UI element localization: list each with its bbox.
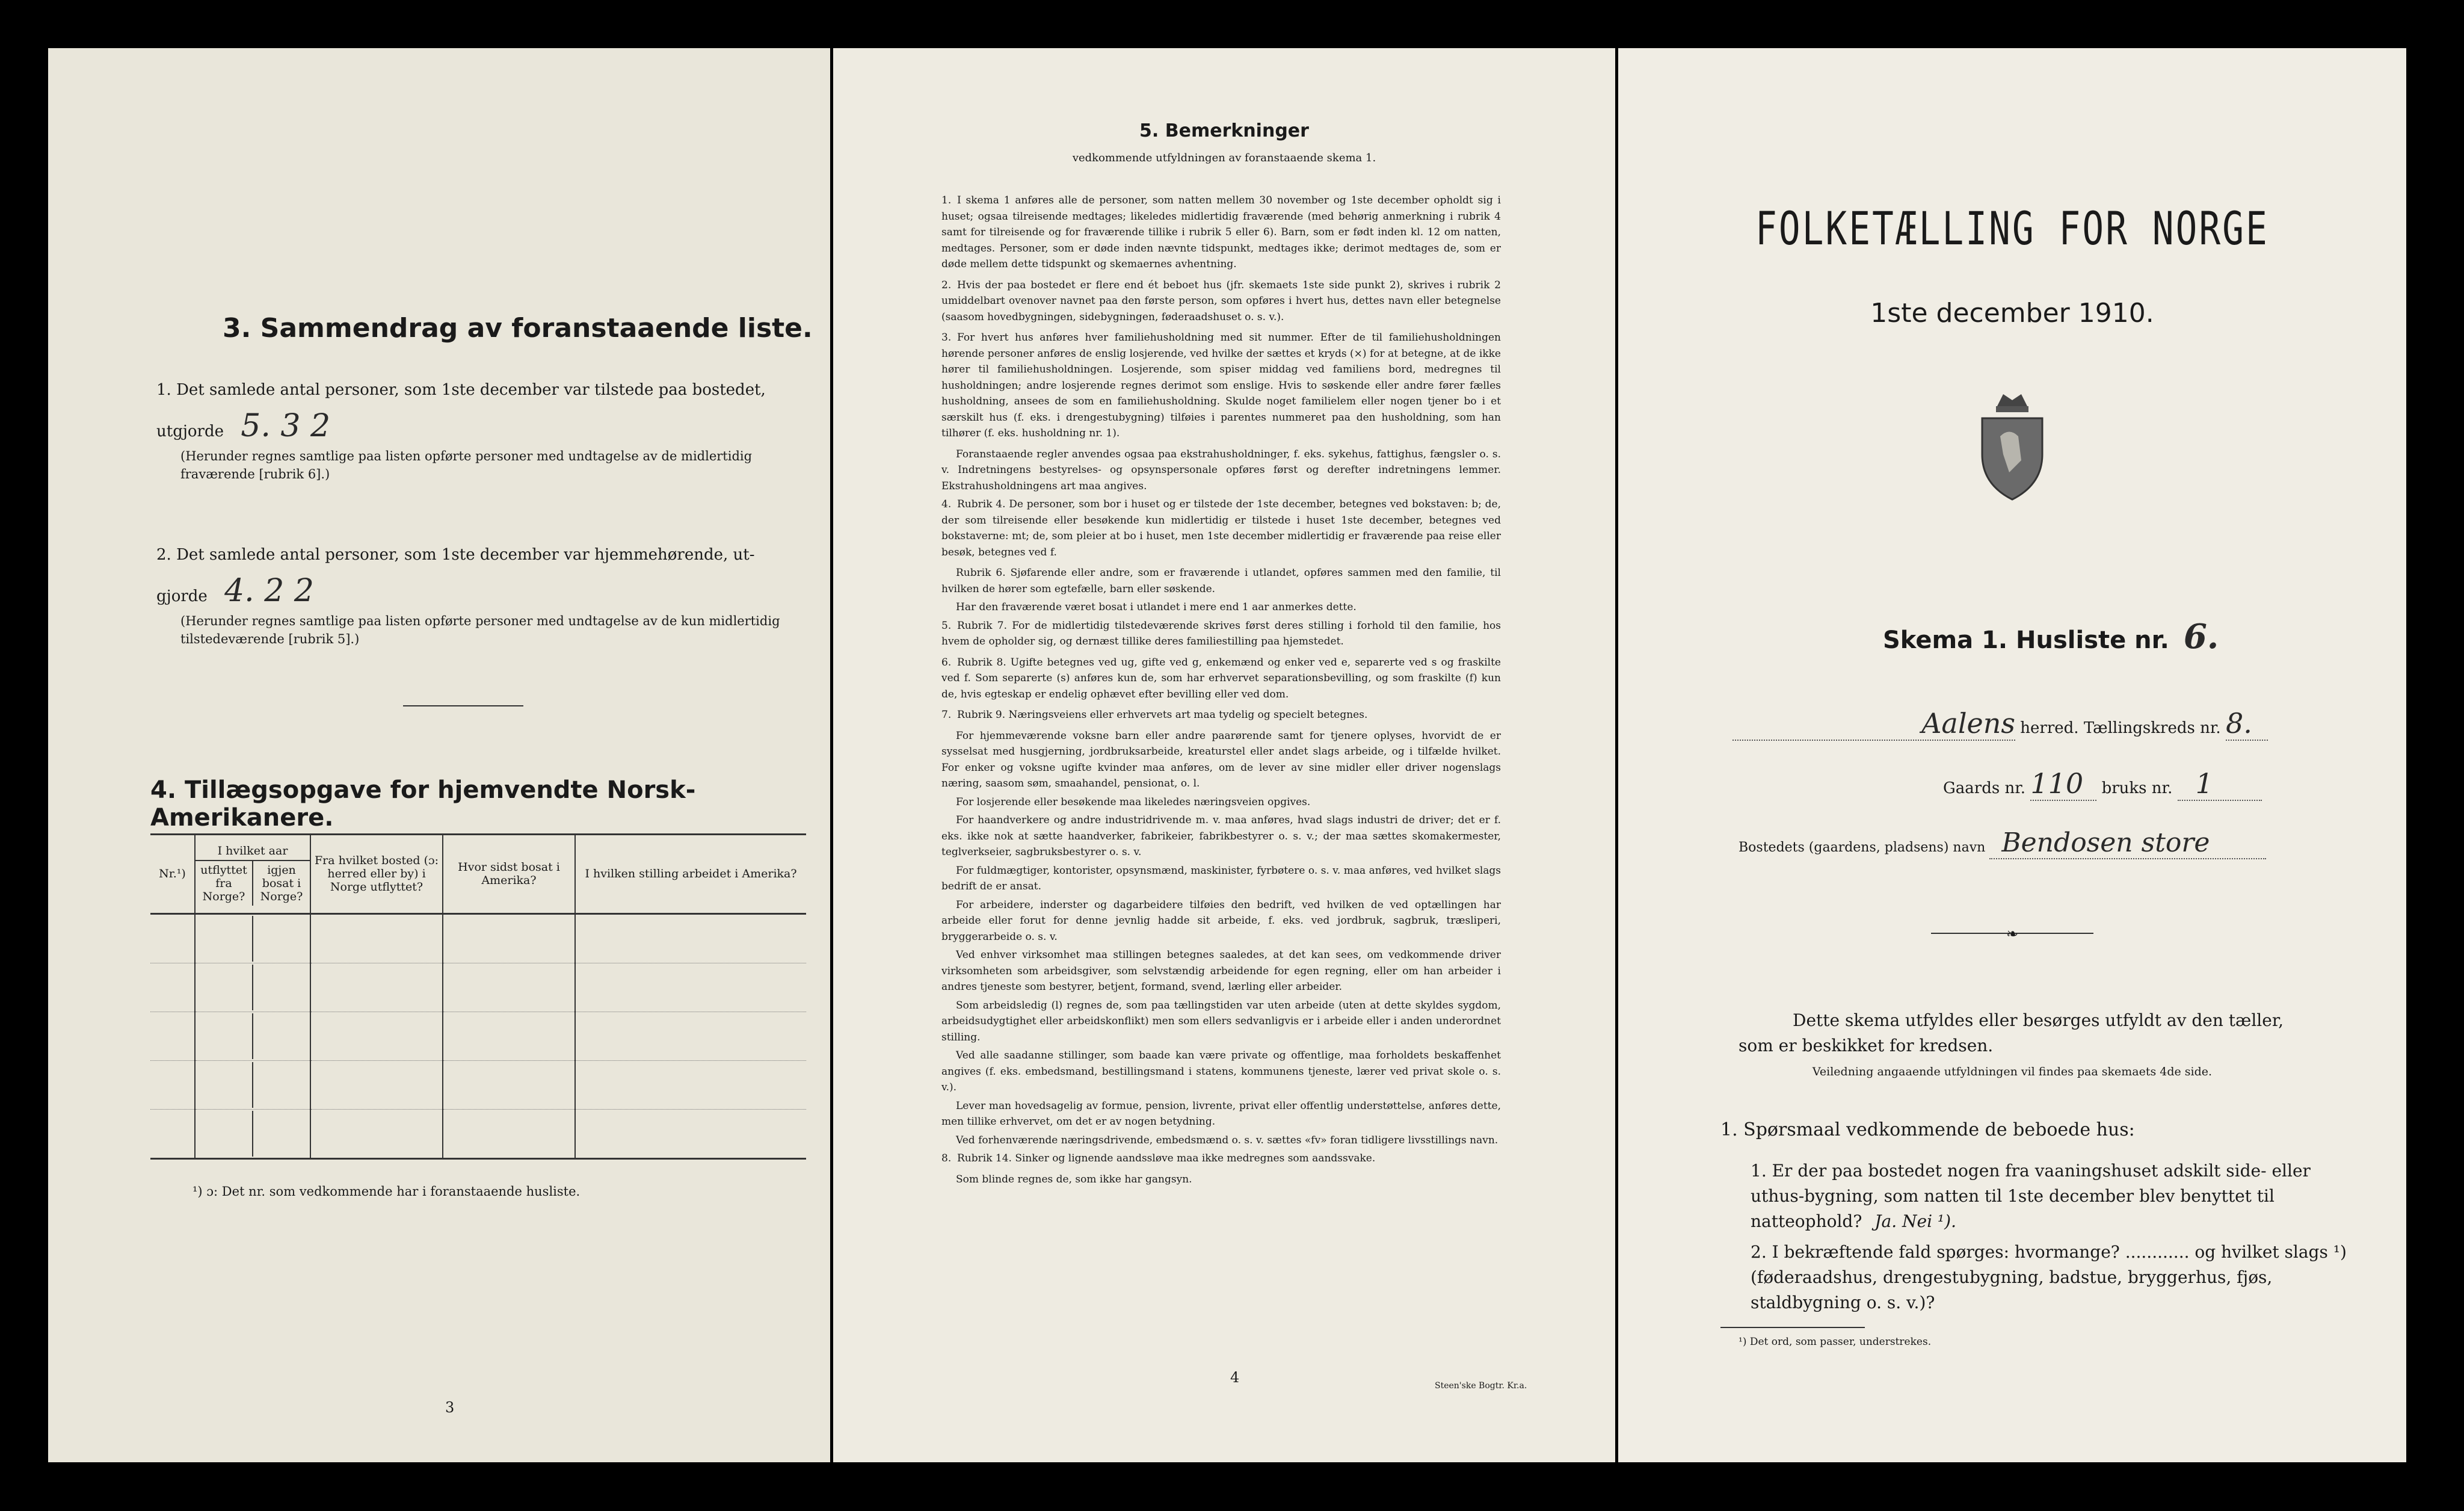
remark-number: 3. xyxy=(941,332,952,344)
table-row xyxy=(150,913,806,963)
remark-paragraph xyxy=(941,707,1501,723)
remark-paragraph xyxy=(941,1098,1501,1130)
remark-text: For haandverkere og andre industridrivende m. v. maa anføres, hvad slags industri de driver; det er f. eks. ikke nok at sætte haandverker, fabrikeier, fabrikbestyrer o. s. v.; der maa sættes skomakermester, teglverkseier, sagbruksbestyrer o. s. v. xyxy=(941,814,1501,858)
remark-paragraph xyxy=(941,1132,1501,1149)
table-footnote: ¹) ɔ: Det nr. som vedkommende har i foranstaaende husliste. xyxy=(192,1184,581,1199)
remark-paragraph xyxy=(941,565,1501,597)
remark-paragraph xyxy=(941,496,1501,560)
kreds-label: Tællingskreds nr. xyxy=(2083,719,2221,737)
page-1 xyxy=(1618,48,2406,1462)
page-number: 4 xyxy=(1230,1369,1240,1386)
remark-paragraph xyxy=(941,655,1501,703)
remark-text: Ved enhver virksomhet maa stillingen betegnes saaledes, at det kan sees, om vedkommende driver virksomheten som arbeidsgiver, som selvstændig arbeidende for egen regning, eller om han arbeider i andres tjeneste som bestyrer, betjent, formand, svend, lærling eller arbeider. xyxy=(941,949,1501,993)
col-year-group xyxy=(195,835,310,913)
remark-text: For hjemmeværende voksne barn eller andre paarørende samt for tjenere oplyses, hvorvidt de er sysselsat med husgjerning, jordbruksarbeide, kreaturstel eller andet slags arbeide, og i tilfælde hvilket. For enker og voksne ugifte kvinder maa anføres, om de lever av sine midler eller driver nogenslags næring, saasom søm, smaahandel, pensionat, o. l. xyxy=(941,729,1501,789)
remark-paragraph xyxy=(941,728,1501,792)
col-occupation: I hvilken stilling arbeidet i Amerika? xyxy=(575,835,806,913)
question-2: 2. I bekræftende fald spørges: hvormange? ............ og hvilket slags ¹) (føderaadshus, drengestubygning, badstue, bryggerhus, fjøs, staldbygning o. s. v.)? xyxy=(1751,1242,2347,1312)
page-number: 3 xyxy=(445,1399,455,1416)
bruks-label: bruks nr. xyxy=(2101,779,2173,797)
col-nr: Nr.¹) xyxy=(159,867,186,881)
section-3-title: 3. Sammendrag av foranstaaende liste. xyxy=(223,313,813,344)
page-3 xyxy=(48,48,830,1462)
divider xyxy=(1720,1327,1865,1328)
item-1-handwritten-value: 5. 3 2 xyxy=(241,408,331,444)
remark-paragraph xyxy=(941,1048,1501,1096)
remark-paragraph xyxy=(941,1151,1501,1167)
item-2-text: 2. Det samlede antal personer, som 1ste december var hjemmehørende, ut- xyxy=(156,546,755,564)
coat-of-arms-icon xyxy=(1973,382,2051,502)
remark-paragraph xyxy=(941,812,1501,861)
remark-text: For fuldmægtiger, kontorister, opsynsmænd, maskinister, fyrbøtere o. s. v. maa anføres, ved hvilket slags bedrift de er ansat. xyxy=(941,864,1501,892)
item-1-text: 1. Det samlede antal personer, som 1ste december var tilstede paa bostedet, xyxy=(156,381,766,399)
remark-paragraph xyxy=(941,863,1501,895)
remark-paragraph xyxy=(941,794,1501,811)
table-row xyxy=(150,1109,806,1158)
remark-paragraph xyxy=(941,897,1501,945)
remark-text: Rubrik 14. Sinker og lignende aandssløve maa ikke medregnes som aandssvake. xyxy=(957,1152,1376,1164)
remark-paragraph xyxy=(941,947,1501,995)
question-1-text: 1. Er der paa bostedet nogen fra vaaningshuset adskilt side- eller uthus-bygning, som natten til 1ste december blev benyttet til natteophold? xyxy=(1751,1161,2311,1231)
remark-text: For arbeidere, inderster og dagarbeidere tilføies den bedrift, ved hvilken de ved optællingen har arbeide eller forut for denne jevnlig hadde sit arbeide, f. eks. ved jordbruk, sagbruk, træsliperi, bryggerarbeide o. s. v. xyxy=(941,898,1501,943)
kreds-value: 8. xyxy=(2225,707,2252,740)
printer-mark: Steen'ske Bogtr. Kr.a. xyxy=(1435,1381,1527,1391)
remark-text: Har den fraværende været bosat i utlandet i mere end 1 aar anmerkes dette. xyxy=(956,601,1357,613)
remark-number: 4. xyxy=(941,498,952,510)
remark-paragraph xyxy=(941,618,1501,650)
question-1 xyxy=(1751,1158,2352,1234)
item-2-lead: gjorde xyxy=(156,587,208,605)
remark-paragraph xyxy=(941,599,1501,616)
page-footnote: ¹) Det ord, som passer, understrekes. xyxy=(1739,1336,1932,1348)
bemerkninger-subtitle: vedkommende utfyldningen av foranstaaende skema 1. xyxy=(1072,152,1376,164)
remark-paragraph xyxy=(941,447,1501,495)
table-row xyxy=(150,963,806,1012)
remark-text: Foranstaaende regler anvendes ogsaa paa ekstrahusholdninger, f. eks. sykehus, fattighus, fængsler o. s. v. Indretningens bestyrelses- og opsynspersonale opføres først og derefter indretningens lemmer. Ekstrahusholdningens art maa angives. xyxy=(941,448,1501,492)
bemerkninger-title: 5. Bemerkninger xyxy=(1139,120,1309,141)
remark-number: 1. xyxy=(941,194,952,206)
remark-text: Rubrik 9. Næringsveiens eller erhvervets art maa tydelig og specielt betegnes. xyxy=(957,709,1368,721)
item-2-note: (Herunder regnes samtlige paa listen opførte personer med undtagelse av de kun midlertidig tilstedeværende [rubrik 5].) xyxy=(180,614,780,646)
remark-text: Som blinde regnes de, som ikke har gangsyn. xyxy=(956,1173,1192,1185)
remark-number: 7. xyxy=(941,709,952,721)
remark-number: 2. xyxy=(941,279,952,291)
remark-paragraph xyxy=(941,277,1501,326)
section-4-title: 4. Tillægsopgave for hjemvendte Norsk-Amerikanere. xyxy=(150,776,696,832)
bosted-label: Bostedets (gaardens, pladsens) navn xyxy=(1739,840,1986,855)
remark-paragraph xyxy=(941,998,1501,1046)
remark-text: Rubrik 7. For de midlertidig tilstedeværende skrives først deres stilling i forhold til den familie, hos hvem de opholder sig, og dernæst tillike deres familiestilling paa hjemstedet. xyxy=(941,619,1501,647)
intro-text: Dette skema utfyldes eller besørges utfyldt av den tæller, som er beskikket for kredsen. xyxy=(1739,1010,2284,1055)
remark-text: Rubrik 4. De personer, som bor i huset og er tilstede der 1ste december, betegnes ved bokstaven: b; de, der som tilreisende eller besøkende kun midlertidig er tilstede i huset 1ste december, betegnes ved bokstaverne: mt; de, som pleier at bo i huset, men 1ste december midlertidig er fraværende paa reise eller besøk, betegnes ved f. xyxy=(941,498,1501,558)
gaards-label: Gaards nr. xyxy=(1943,779,2026,797)
remark-text: Ved forhenværende næringsdrivende, embedsmænd o. s. v. sættes «fv» foran tidligere livsstillings navn. xyxy=(956,1134,1498,1146)
husliste-number: 6. xyxy=(2183,617,2219,657)
table-row xyxy=(150,1060,806,1109)
census-title: FOLKETÆLLING FOR NORGE xyxy=(1755,202,2269,255)
remark-text: Ved alle saadanne stillinger, som baade kan være private og offentlige, maa forholdets beskaffenhet angives (f. eks. embedsmand, bestillingsmand i statens, kommunens tjeneste, lærer ved privat skole o. s. v.). xyxy=(941,1049,1501,1093)
remark-text: For losjerende eller besøkende maa likeledes næringsveien opgives. xyxy=(956,796,1311,808)
remark-text: Rubrik 6. Sjøfarende eller andre, som er fraværende i utlandet, opføres sammen med den familie, til hvilken de hører som egtefælle, barn eller søskende. xyxy=(941,567,1501,595)
remark-paragraph xyxy=(941,1172,1501,1188)
remark-paragraph xyxy=(941,193,1501,273)
remark-number: 6. xyxy=(941,656,952,669)
item-1-note: (Herunder regnes samtlige paa listen opførte personer med undtagelse av de midlertidig fraværende [rubrik 6].) xyxy=(180,449,753,481)
remark-text: Som arbeidsledig (l) regnes de, som paa tællingstiden var uten arbeide (uten at dette skyldes sygdom, arbeidsudygtighet eller arbeidskonflikt) men som ellers sedvanligvis er i arbeide eller i anden underordnet stilling. xyxy=(941,999,1501,1043)
table-row xyxy=(150,1012,806,1060)
page-4 xyxy=(833,48,1615,1462)
col-emigrated: utflyttet fra Norge? xyxy=(200,864,247,904)
gaards-value: 110 xyxy=(2030,767,2084,800)
summary-item-1 xyxy=(156,378,788,483)
bruks-value: 1 xyxy=(2195,767,2213,800)
census-date: 1ste december 1910. xyxy=(1870,298,2154,329)
summary-item-2 xyxy=(156,543,788,648)
ornament-icon: ❧ xyxy=(2006,925,2019,942)
remark-number: 5. xyxy=(941,619,952,632)
remark-text: I skema 1 anføres alle de personer, som natten mellem 30 november og 1ste december opholdt sig i huset; ogsaa tilreisende medtages; likeledes midlertidig fraværende (med behørig anmerkning i rubrik 4 samt for tilreisende og for fraværende tillike i rubrik 5 eller 6). Barn, som er født inden kl. 12 om natten, medtages. Personer, som er døde inden nævnte tidspunkt, medtages ikke; derimot medtages de, som er døde mellem dette tidspunkt og skemaernes avhentning. xyxy=(941,194,1501,270)
bosted-line xyxy=(1739,827,2266,859)
questions-heading: 1. Spørsmaal vedkommende de beboede hus: xyxy=(1720,1119,2135,1140)
remark-paragraph xyxy=(941,330,1501,442)
skema-label-text: Skema 1. Husliste nr. xyxy=(1883,626,2169,654)
skema-label xyxy=(1883,617,2219,657)
col-year-group-label: I hvilket aar xyxy=(196,842,310,861)
divider xyxy=(403,705,523,706)
norsk-amerikanere-table xyxy=(150,833,806,1160)
remark-text: Hvis der paa bostedet er flere end ét beboet hus (jfr. skemaets 1ste side punkt 2), skrives i rubrik 2 umiddelbart ovenover navnet paa den første person, som opføres i hvert hus, dettes navn eller betegnelse (saasom hovedbygningen, sidebygningen, føderaadshuset o. s. v.). xyxy=(941,279,1501,323)
bosted-value: Bendosen store xyxy=(2001,827,2210,858)
herred-value: Aalens xyxy=(1921,707,2015,740)
herred-line xyxy=(1732,707,2358,741)
remark-number: 8. xyxy=(941,1152,952,1164)
question-1-answer: Ja. Nei ¹). xyxy=(1874,1211,1956,1231)
col-from-where: Fra hvilket bosted (ɔ: herred eller by) i Norge utflyttet? xyxy=(310,835,443,913)
herred-label: herred. xyxy=(2020,719,2079,737)
remark-text: For hvert hus anføres hver familiehusholdning med sit nummer. Efter de til familiehusholdningen hørende personer anføres de enslig losjerende, ved hvilke der sættes et kryds (×) for at betegne, at de ikke hører til familiehusholdningen. Losjerende, som spiser middag ved familiens bord, medregnes til husholdningen; andre losjerende regnes derimot som enslige. Hvis to søskende eller andre fører fælles husholdning, ansees de som en familiehusholdning. Skulde noget familielem eller nogen tjener bo i et særskilt hus (f. eks. i drengestubygning) tilføies i parentes nummeret paa den husholdning, som han tilhører (f. eks. husholdning nr. 1). xyxy=(941,332,1501,439)
col-returned: igjen bosat i Norge? xyxy=(252,861,310,906)
item-1-lead: utgjorde xyxy=(156,422,224,440)
intro-note: Veiledning angaaende utfyldningen vil findes paa skemaets 4de side. xyxy=(1812,1065,2213,1078)
col-last-residence: Hvor sidst bosat i Amerika? xyxy=(443,835,575,913)
remark-text: Lever man hovedsagelig av formue, pension, livrente, privat eller offentlig understøttelse, anføres dette, men tillike erhvervet, om det er av nogen betydning. xyxy=(941,1099,1501,1128)
gaards-line xyxy=(1943,767,2262,801)
item-2-handwritten-value: 4. 2 2 xyxy=(224,573,314,609)
remark-text: Rubrik 8. Ugifte betegnes ved ug, gifte ved g, enkemænd og enker ved e, separerte ved s og fraskilte ved f. Som separerte (s) anføres kun de, som har erhvervet separationsbevilling, og som fraskilte (f) kun de, hvis egteskap er endelig ophævet efter bevilling eller ved dom. xyxy=(941,656,1501,700)
bemerkninger-list xyxy=(941,193,1501,1190)
